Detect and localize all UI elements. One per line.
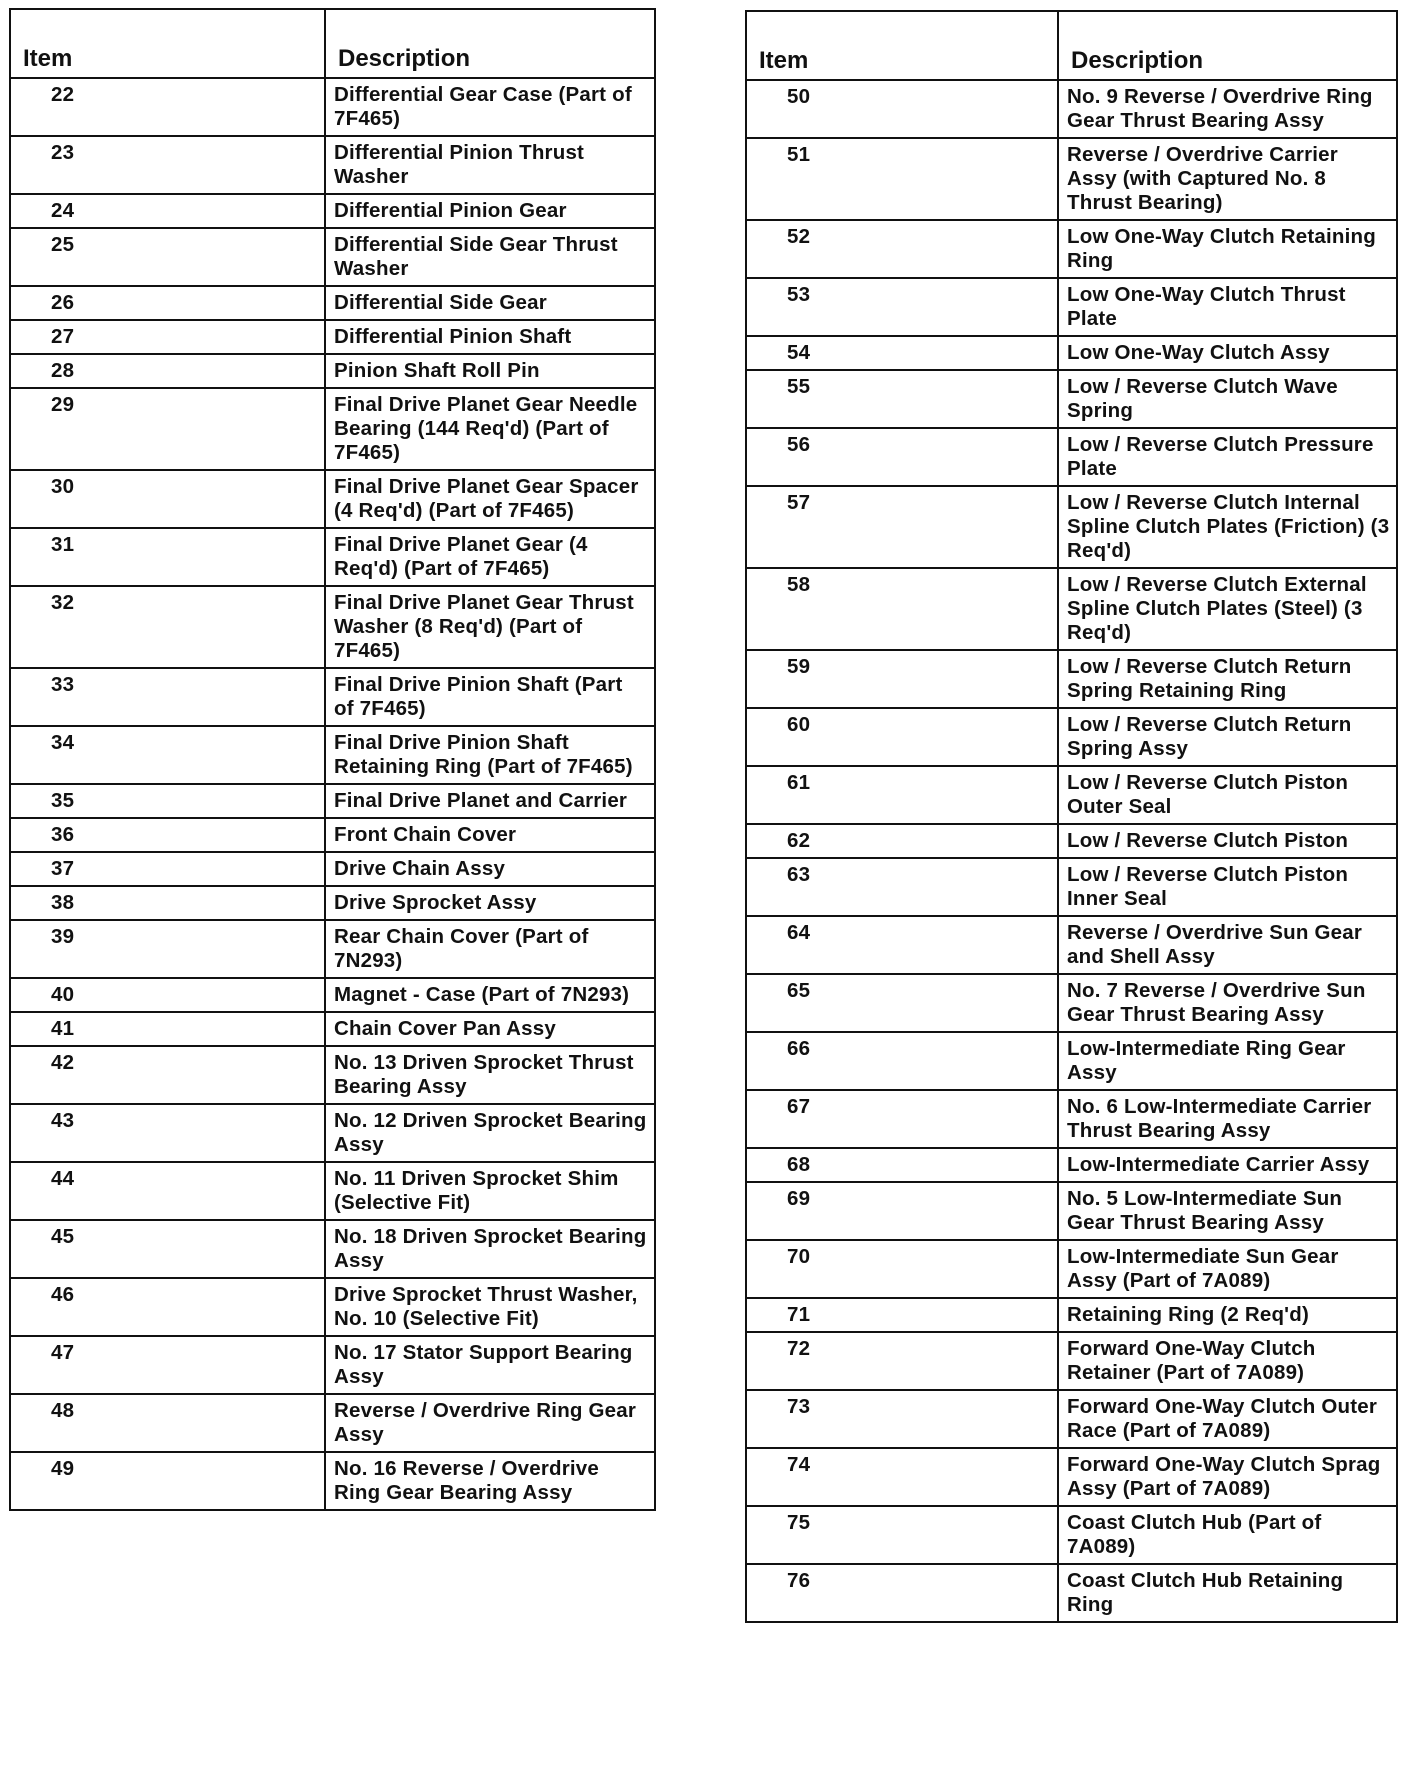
parts-table-right xyxy=(745,10,1398,1623)
item-number: 52 xyxy=(746,220,1058,278)
table-row xyxy=(746,1390,1397,1448)
item-number: 55 xyxy=(746,370,1058,428)
table-row xyxy=(10,784,655,818)
item-number: 44 xyxy=(10,1162,325,1220)
item-description: Final Drive Pinion Shaft Retaining Ring (Part of 7F465) xyxy=(325,726,655,784)
item-number: 30 xyxy=(10,470,325,528)
table-row xyxy=(10,886,655,920)
item-number: 25 xyxy=(10,228,325,286)
item-number: 24 xyxy=(10,194,325,228)
item-number: 57 xyxy=(746,486,1058,568)
item-number: 47 xyxy=(10,1336,325,1394)
item-number: 64 xyxy=(746,916,1058,974)
table-row xyxy=(746,1448,1397,1506)
item-description: Differential Gear Case (Part of 7F465) xyxy=(325,78,655,136)
table-header-row xyxy=(746,11,1397,80)
table-row xyxy=(746,428,1397,486)
item-description: Low / Reverse Clutch Return Spring Assy xyxy=(1058,708,1397,766)
item-description: Reverse / Overdrive Carrier Assy (with Captured No. 8 Thrust Bearing) xyxy=(1058,138,1397,220)
item-number: 31 xyxy=(10,528,325,586)
item-description: Low-Intermediate Carrier Assy xyxy=(1058,1148,1397,1182)
table-row xyxy=(746,1332,1397,1390)
item-description: Drive Chain Assy xyxy=(325,852,655,886)
item-number: 34 xyxy=(10,726,325,784)
item-description: Rear Chain Cover (Part of 7N293) xyxy=(325,920,655,978)
item-description: Forward One-Way Clutch Sprag Assy (Part of 7A089) xyxy=(1058,1448,1397,1506)
table-row xyxy=(10,1162,655,1220)
table-row xyxy=(746,1090,1397,1148)
table-row xyxy=(746,568,1397,650)
table-row xyxy=(10,1220,655,1278)
item-number: 32 xyxy=(10,586,325,668)
item-description: No. 7 Reverse / Overdrive Sun Gear Thrust Bearing Assy xyxy=(1058,974,1397,1032)
item-number: 68 xyxy=(746,1148,1058,1182)
item-number: 63 xyxy=(746,858,1058,916)
table-row xyxy=(746,708,1397,766)
item-description: Low One-Way Clutch Retaining Ring xyxy=(1058,220,1397,278)
item-description: Reverse / Overdrive Ring Gear Assy xyxy=(325,1394,655,1452)
item-description: Final Drive Planet Gear Needle Bearing (144 Req'd) (Part of 7F465) xyxy=(325,388,655,470)
item-number: 73 xyxy=(746,1390,1058,1448)
parts-table-body xyxy=(746,80,1397,1622)
item-number: 37 xyxy=(10,852,325,886)
item-number: 71 xyxy=(746,1298,1058,1332)
item-description: Low-Intermediate Sun Gear Assy (Part of 7A089) xyxy=(1058,1240,1397,1298)
table-row xyxy=(10,354,655,388)
table-row xyxy=(746,220,1397,278)
item-number: 39 xyxy=(10,920,325,978)
table-row xyxy=(746,1298,1397,1332)
item-number: 27 xyxy=(10,320,325,354)
item-number: 43 xyxy=(10,1104,325,1162)
item-number: 65 xyxy=(746,974,1058,1032)
table-row xyxy=(746,1182,1397,1240)
table-row xyxy=(10,136,655,194)
item-description: No. 5 Low-Intermediate Sun Gear Thrust Bearing Assy xyxy=(1058,1182,1397,1240)
table-row xyxy=(746,336,1397,370)
parts-table-body xyxy=(10,78,655,1510)
item-number: 74 xyxy=(746,1448,1058,1506)
table-row xyxy=(10,978,655,1012)
item-number: 22 xyxy=(10,78,325,136)
table-row xyxy=(746,650,1397,708)
item-number: 38 xyxy=(10,886,325,920)
table-row xyxy=(746,278,1397,336)
item-description: Low One-Way Clutch Assy xyxy=(1058,336,1397,370)
table-row xyxy=(10,1452,655,1510)
table-row xyxy=(10,528,655,586)
description-column-header: Description xyxy=(1058,11,1397,80)
item-number: 61 xyxy=(746,766,1058,824)
item-description: Low / Reverse Clutch External Spline Clutch Plates (Steel) (3 Req'd) xyxy=(1058,568,1397,650)
item-number: 62 xyxy=(746,824,1058,858)
item-description: Front Chain Cover xyxy=(325,818,655,852)
item-number: 26 xyxy=(10,286,325,320)
item-description: Retaining Ring (2 Req'd) xyxy=(1058,1298,1397,1332)
item-number: 46 xyxy=(10,1278,325,1336)
item-number: 59 xyxy=(746,650,1058,708)
table-row xyxy=(10,194,655,228)
item-description: Low / Reverse Clutch Piston Inner Seal xyxy=(1058,858,1397,916)
table-row xyxy=(10,920,655,978)
table-row xyxy=(10,1336,655,1394)
item-description: Final Drive Planet Gear Spacer (4 Req'd) (Part of 7F465) xyxy=(325,470,655,528)
item-column-header: Item xyxy=(746,11,1058,80)
item-number: 67 xyxy=(746,1090,1058,1148)
item-number: 58 xyxy=(746,568,1058,650)
item-number: 29 xyxy=(10,388,325,470)
table-row xyxy=(10,388,655,470)
item-number: 51 xyxy=(746,138,1058,220)
table-row xyxy=(746,1564,1397,1622)
item-description: No. 13 Driven Sprocket Thrust Bearing Assy xyxy=(325,1046,655,1104)
item-description: Low / Reverse Clutch Pressure Plate xyxy=(1058,428,1397,486)
table-row xyxy=(10,470,655,528)
item-number: 70 xyxy=(746,1240,1058,1298)
item-description: Differential Pinion Gear xyxy=(325,194,655,228)
table-row xyxy=(10,1012,655,1046)
table-row xyxy=(10,1046,655,1104)
item-number: 69 xyxy=(746,1182,1058,1240)
item-description: Differential Pinion Thrust Washer xyxy=(325,136,655,194)
item-description: Final Drive Pinion Shaft (Part of 7F465) xyxy=(325,668,655,726)
table-row xyxy=(746,1032,1397,1090)
item-description: Final Drive Planet and Carrier xyxy=(325,784,655,818)
item-description: Low / Reverse Clutch Internal Spline Clutch Plates (Friction) (3 Req'd) xyxy=(1058,486,1397,568)
table-row xyxy=(746,370,1397,428)
parts-table-left xyxy=(9,8,656,1511)
item-description: No. 12 Driven Sprocket Bearing Assy xyxy=(325,1104,655,1162)
item-number: 53 xyxy=(746,278,1058,336)
item-number: 75 xyxy=(746,1506,1058,1564)
table-row xyxy=(10,1104,655,1162)
item-number: 66 xyxy=(746,1032,1058,1090)
item-number: 40 xyxy=(10,978,325,1012)
table-row xyxy=(10,586,655,668)
item-number: 35 xyxy=(10,784,325,818)
item-description: Final Drive Planet Gear Thrust Washer (8 Req'd) (Part of 7F465) xyxy=(325,586,655,668)
item-description: Forward One-Way Clutch Outer Race (Part of 7A089) xyxy=(1058,1390,1397,1448)
table-row xyxy=(746,858,1397,916)
item-column-header: Item xyxy=(10,9,325,78)
item-description: Pinion Shaft Roll Pin xyxy=(325,354,655,388)
table-row xyxy=(746,916,1397,974)
item-description: No. 16 Reverse / Overdrive Ring Gear Bearing Assy xyxy=(325,1452,655,1510)
description-column-header: Description xyxy=(325,9,655,78)
item-description: Low / Reverse Clutch Return Spring Retaining Ring xyxy=(1058,650,1397,708)
item-number: 45 xyxy=(10,1220,325,1278)
table-row xyxy=(10,852,655,886)
item-description: Low One-Way Clutch Thrust Plate xyxy=(1058,278,1397,336)
table-header-row xyxy=(10,9,655,78)
item-description: No. 6 Low-Intermediate Carrier Thrust Bearing Assy xyxy=(1058,1090,1397,1148)
item-description: No. 9 Reverse / Overdrive Ring Gear Thrust Bearing Assy xyxy=(1058,80,1397,138)
table-row xyxy=(746,1240,1397,1298)
table-row xyxy=(10,668,655,726)
item-description: Differential Pinion Shaft xyxy=(325,320,655,354)
item-description: Coast Clutch Hub (Part of 7A089) xyxy=(1058,1506,1397,1564)
item-description: Forward One-Way Clutch Retainer (Part of 7A089) xyxy=(1058,1332,1397,1390)
item-number: 42 xyxy=(10,1046,325,1104)
table-row xyxy=(746,974,1397,1032)
item-description: Low / Reverse Clutch Piston Outer Seal xyxy=(1058,766,1397,824)
item-description: Differential Side Gear xyxy=(325,286,655,320)
item-description: No. 17 Stator Support Bearing Assy xyxy=(325,1336,655,1394)
item-number: 23 xyxy=(10,136,325,194)
item-description: Magnet - Case (Part of 7N293) xyxy=(325,978,655,1012)
table-row xyxy=(746,138,1397,220)
item-description: Reverse / Overdrive Sun Gear and Shell Assy xyxy=(1058,916,1397,974)
item-number: 49 xyxy=(10,1452,325,1510)
item-description: Low-Intermediate Ring Gear Assy xyxy=(1058,1032,1397,1090)
item-description: Drive Sprocket Assy xyxy=(325,886,655,920)
item-number: 56 xyxy=(746,428,1058,486)
item-number: 72 xyxy=(746,1332,1058,1390)
item-description: Differential Side Gear Thrust Washer xyxy=(325,228,655,286)
item-description: No. 18 Driven Sprocket Bearing Assy xyxy=(325,1220,655,1278)
table-row xyxy=(746,1506,1397,1564)
table-row xyxy=(10,726,655,784)
table-row xyxy=(10,78,655,136)
table-row xyxy=(10,286,655,320)
table-row xyxy=(10,818,655,852)
item-description: Low / Reverse Clutch Piston xyxy=(1058,824,1397,858)
item-description: No. 11 Driven Sprocket Shim (Selective Fit) xyxy=(325,1162,655,1220)
item-description: Low / Reverse Clutch Wave Spring xyxy=(1058,370,1397,428)
item-number: 36 xyxy=(10,818,325,852)
table-row xyxy=(746,1148,1397,1182)
table-row xyxy=(10,1394,655,1452)
item-number: 28 xyxy=(10,354,325,388)
table-row xyxy=(10,320,655,354)
item-description: Final Drive Planet Gear (4 Req'd) (Part of 7F465) xyxy=(325,528,655,586)
item-number: 54 xyxy=(746,336,1058,370)
item-description: Chain Cover Pan Assy xyxy=(325,1012,655,1046)
item-number: 33 xyxy=(10,668,325,726)
item-number: 76 xyxy=(746,1564,1058,1622)
table-row xyxy=(10,1278,655,1336)
item-number: 60 xyxy=(746,708,1058,766)
table-row xyxy=(10,228,655,286)
table-row xyxy=(746,486,1397,568)
item-description: Drive Sprocket Thrust Washer, No. 10 (Selective Fit) xyxy=(325,1278,655,1336)
item-number: 41 xyxy=(10,1012,325,1046)
table-row xyxy=(746,824,1397,858)
item-number: 50 xyxy=(746,80,1058,138)
table-row xyxy=(746,80,1397,138)
item-number: 48 xyxy=(10,1394,325,1452)
table-row xyxy=(746,766,1397,824)
item-description: Coast Clutch Hub Retaining Ring xyxy=(1058,1564,1397,1622)
